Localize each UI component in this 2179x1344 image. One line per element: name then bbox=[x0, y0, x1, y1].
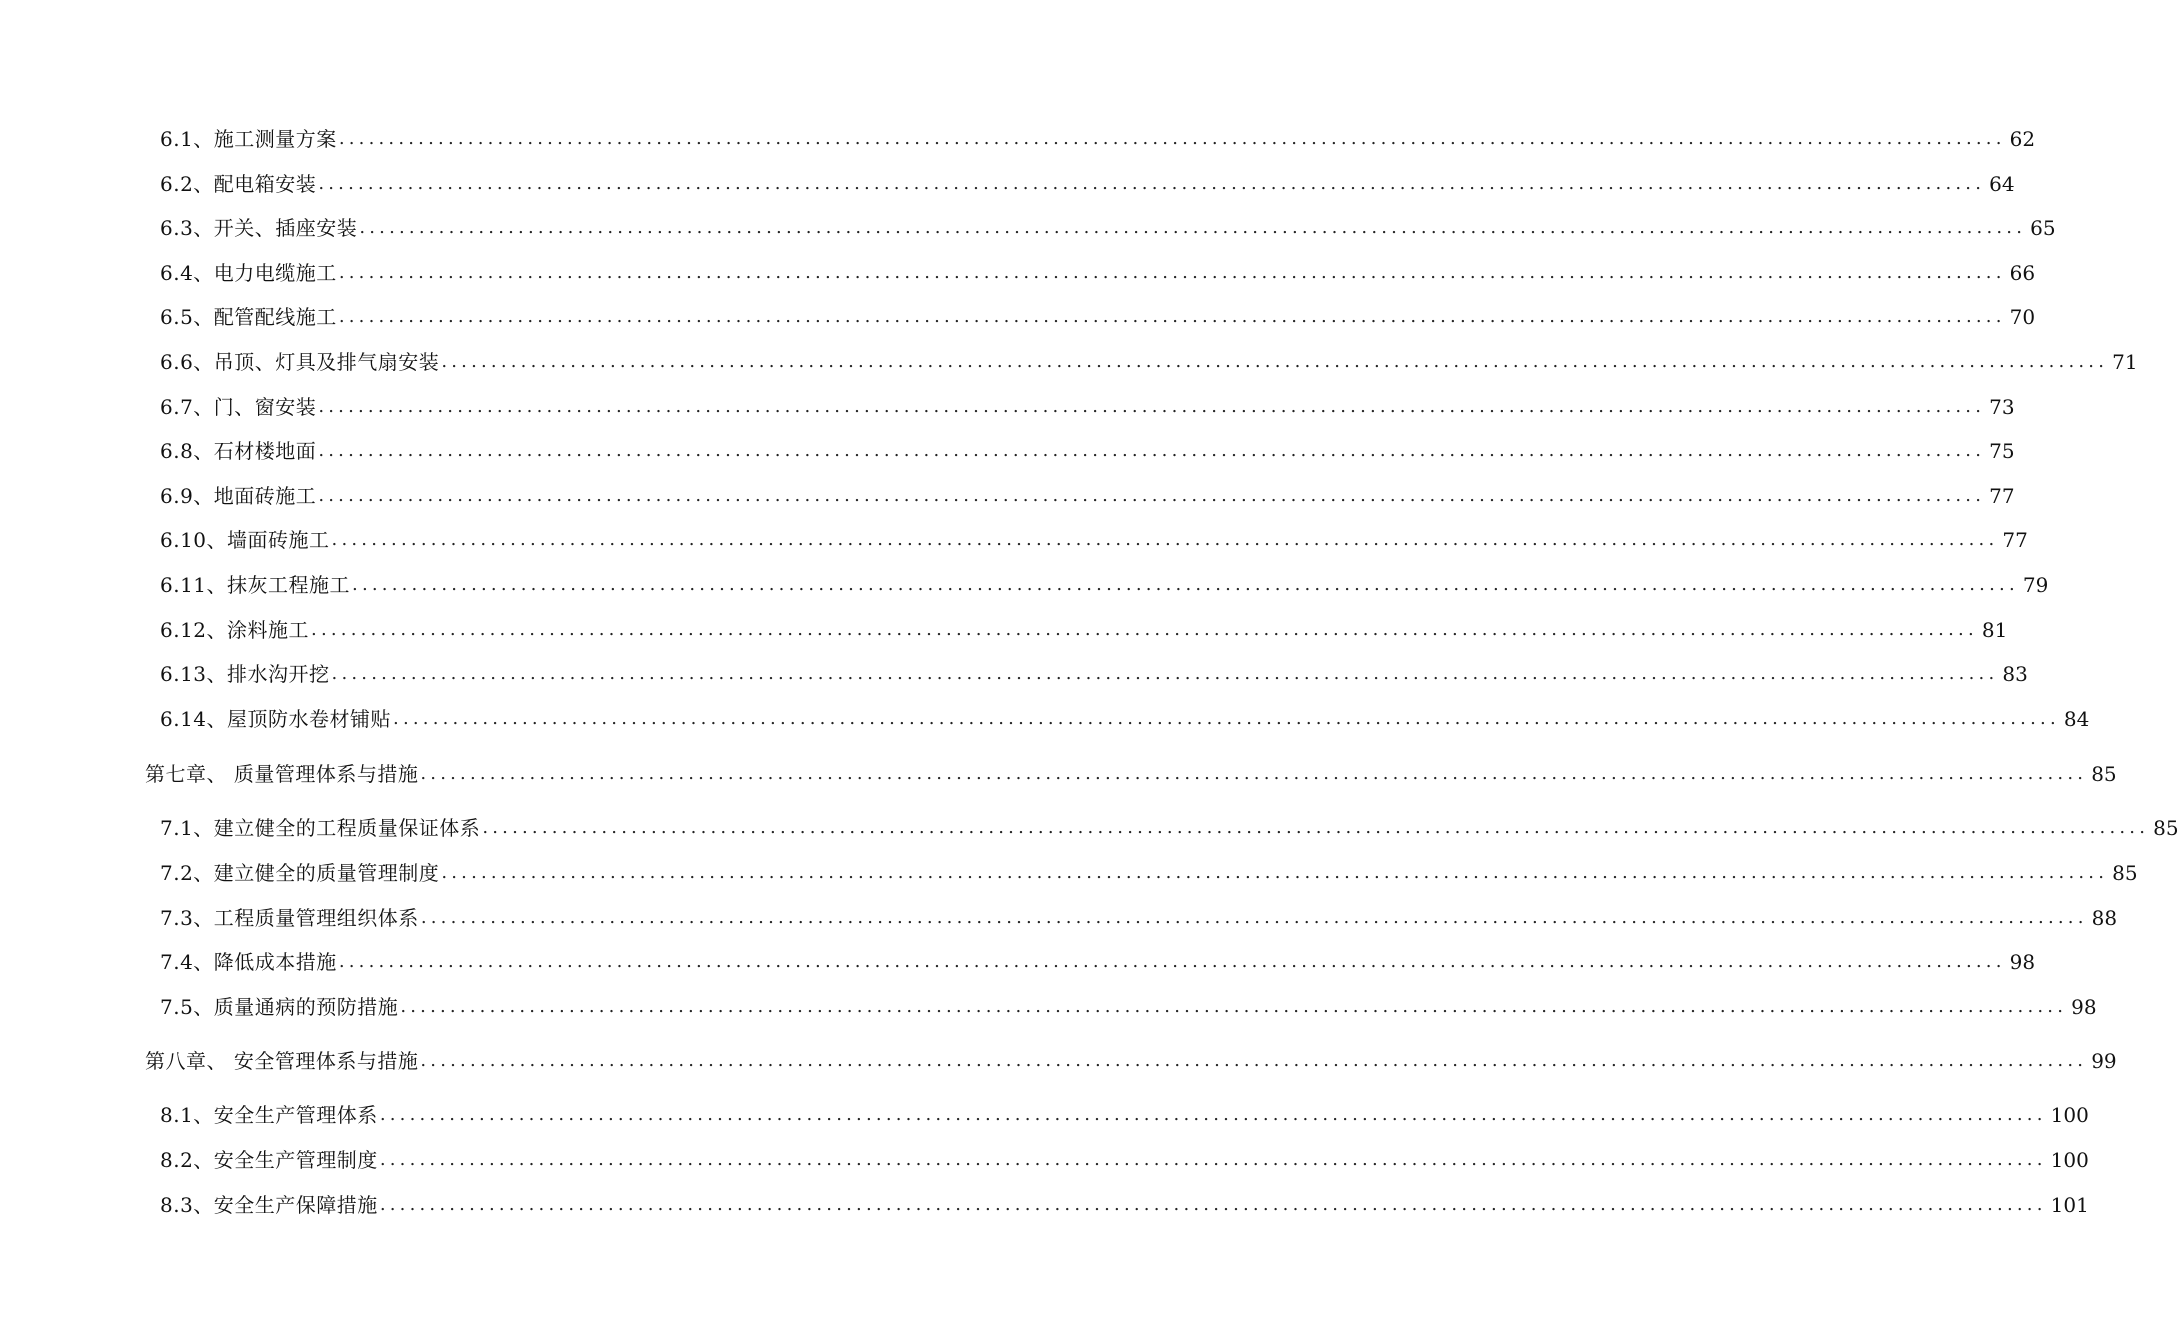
toc-entry-title: 6.8、石材楼地面 bbox=[160, 439, 317, 463]
toc-dot-leader: ........................................................................................................................................................................ bbox=[318, 396, 1986, 417]
toc-page-number: 79 bbox=[2022, 573, 2049, 597]
toc-dot-leader: ........................................................................................................................................................................ bbox=[393, 708, 2060, 729]
toc-entry-title: 8.3、安全生产保障措施 bbox=[160, 1193, 378, 1217]
toc-dot-leader: ........................................................................................................................................................................ bbox=[338, 262, 2006, 283]
toc-dot-leader: ........................................................................................................................................................................ bbox=[441, 862, 2109, 883]
toc-entry[interactable] bbox=[160, 213, 2056, 243]
toc-dot-leader: ........................................................................................................................................................................ bbox=[331, 529, 1999, 550]
toc-dot-leader: ........................................................................................................................................................................ bbox=[359, 217, 2027, 238]
toc-page-number: 98 bbox=[2009, 950, 2036, 974]
toc-page-number: 83 bbox=[2002, 662, 2028, 686]
toc-entry[interactable] bbox=[160, 347, 2138, 377]
toc-entry[interactable] bbox=[160, 302, 2036, 332]
toc-dot-leader: ........................................................................................................................................................................ bbox=[420, 907, 2088, 928]
toc-page-number: 75 bbox=[1989, 439, 2015, 463]
toc-entry[interactable] bbox=[160, 1145, 2089, 1175]
toc-page-number: 81 bbox=[1981, 618, 2008, 642]
toc-page-number: 77 bbox=[2002, 528, 2028, 552]
toc-page-number: 85 bbox=[2153, 816, 2179, 840]
toc-entry[interactable] bbox=[160, 1190, 2089, 1220]
toc-chapter-title: 第七章、 质量管理体系与措施 bbox=[145, 762, 419, 786]
toc-entry-title: 6.11、抹灰工程施工 bbox=[160, 573, 351, 597]
toc-entry-title: 6.14、屋顶防水卷材铺贴 bbox=[160, 707, 392, 731]
toc-page-number: 65 bbox=[2030, 216, 2056, 240]
toc-dot-leader: ........................................................................................................................................................................ bbox=[400, 996, 2068, 1017]
toc-entry-title: 7.5、质量通病的预防措施 bbox=[160, 995, 399, 1019]
toc-chapter-title: 第八章、 安全管理体系与措施 bbox=[145, 1049, 419, 1073]
toc-page-number: 88 bbox=[2091, 906, 2118, 930]
toc-entry-title: 7.1、建立健全的工程质量保证体系 bbox=[160, 816, 481, 840]
toc-page-number: 66 bbox=[2009, 261, 2036, 285]
toc-dot-leader: ........................................................................................................................................................................ bbox=[352, 574, 2019, 595]
toc-entry[interactable] bbox=[160, 858, 2138, 888]
toc-entry[interactable] bbox=[160, 392, 2015, 422]
toc-page-number: 98 bbox=[2071, 995, 2097, 1019]
toc-entry[interactable] bbox=[160, 570, 2049, 600]
toc-dot-leader: ........................................................................................................................................................................ bbox=[420, 763, 2088, 784]
toc-chapter-entry[interactable] bbox=[145, 1046, 2117, 1076]
toc-entry-title: 6.13、排水沟开挖 bbox=[160, 662, 330, 686]
toc-page-number: 100 bbox=[2050, 1148, 2089, 1172]
toc-page-number: 73 bbox=[1989, 395, 2015, 419]
toc-entry-title: 8.1、安全生产管理体系 bbox=[160, 1103, 378, 1127]
toc-dot-leader: ........................................................................................................................................................................ bbox=[338, 951, 2006, 972]
toc-entry[interactable] bbox=[160, 258, 2036, 288]
toc-dot-leader: ........................................................................................................................................................................ bbox=[311, 619, 1978, 640]
toc-entry-title: 6.9、地面砖施工 bbox=[160, 484, 317, 508]
toc-entry[interactable] bbox=[160, 615, 2008, 645]
toc-entry-title: 8.2、安全生产管理制度 bbox=[160, 1148, 378, 1172]
toc-entry-title: 6.6、吊顶、灯具及排气扇安装 bbox=[160, 350, 440, 374]
toc-dot-leader: ........................................................................................................................................................................ bbox=[318, 173, 1986, 194]
toc-page-number: 84 bbox=[2063, 707, 2090, 731]
toc-dot-leader: ........................................................................................................................................................................ bbox=[482, 817, 2150, 838]
toc-dot-leader: ........................................................................................................................................................................ bbox=[379, 1194, 2047, 1215]
toc-page-number: 100 bbox=[2050, 1103, 2089, 1127]
toc-entry-title: 6.3、开关、插座安装 bbox=[160, 216, 358, 240]
toc-entry-title: 7.3、工程质量管理组织体系 bbox=[160, 906, 419, 930]
toc-page-number: 77 bbox=[1989, 484, 2015, 508]
toc-dot-leader: ........................................................................................................................................................................ bbox=[379, 1149, 2047, 1170]
toc-page-number: 62 bbox=[2009, 127, 2036, 151]
toc-entry[interactable] bbox=[160, 1100, 2089, 1130]
toc-entry[interactable] bbox=[160, 481, 2015, 511]
toc-dot-leader: ........................................................................................................................................................................ bbox=[318, 485, 1986, 506]
toc-entry-title: 6.7、门、窗安装 bbox=[160, 395, 317, 419]
toc-page-number: 85 bbox=[2091, 762, 2117, 786]
toc-dot-leader: ........................................................................................................................................................................ bbox=[420, 1050, 2088, 1071]
toc-entry[interactable] bbox=[160, 525, 2028, 555]
toc-entry[interactable] bbox=[160, 124, 2036, 154]
toc-page-number: 85 bbox=[2112, 861, 2138, 885]
toc-dot-leader: ........................................................................................................................................................................ bbox=[338, 306, 2006, 327]
toc-entry[interactable] bbox=[160, 169, 2015, 199]
toc-entry-title: 6.5、配管配线施工 bbox=[160, 305, 337, 329]
toc-dot-leader: ........................................................................................................................................................................ bbox=[338, 128, 2006, 149]
toc-entry[interactable] bbox=[160, 704, 2090, 734]
toc-page-number: 70 bbox=[2009, 305, 2036, 329]
toc-page-number: 101 bbox=[2050, 1193, 2089, 1217]
toc-entry[interactable] bbox=[160, 947, 2036, 977]
toc-entry[interactable] bbox=[160, 903, 2118, 933]
toc-dot-leader: ........................................................................................................................................................................ bbox=[318, 440, 1986, 461]
toc-entry-title: 7.4、降低成本措施 bbox=[160, 950, 337, 974]
toc-entry-title: 6.1、施工测量方案 bbox=[160, 127, 337, 151]
toc-entry-title: 6.4、电力电缆施工 bbox=[160, 261, 337, 285]
toc-entry[interactable] bbox=[160, 992, 2097, 1022]
toc-chapter-entry[interactable] bbox=[145, 759, 2117, 789]
toc-dot-leader: ........................................................................................................................................................................ bbox=[379, 1104, 2047, 1125]
toc-entry[interactable] bbox=[160, 436, 2015, 466]
toc-entry[interactable] bbox=[160, 659, 2028, 689]
toc-entry-title: 6.12、涂料施工 bbox=[160, 618, 310, 642]
toc-page-number: 64 bbox=[1989, 172, 2015, 196]
toc-entry[interactable] bbox=[160, 813, 2179, 843]
toc-page-number: 99 bbox=[2091, 1049, 2117, 1073]
toc-dot-leader: ........................................................................................................................................................................ bbox=[331, 663, 1999, 684]
toc-entry-title: 6.10、墙面砖施工 bbox=[160, 528, 330, 552]
toc-dot-leader: ........................................................................................................................................................................ bbox=[441, 351, 2109, 372]
toc-entry-title: 7.2、建立健全的质量管理制度 bbox=[160, 861, 440, 885]
toc-page-number: 71 bbox=[2112, 350, 2138, 374]
toc-entry-title: 6.2、配电箱安装 bbox=[160, 172, 317, 196]
